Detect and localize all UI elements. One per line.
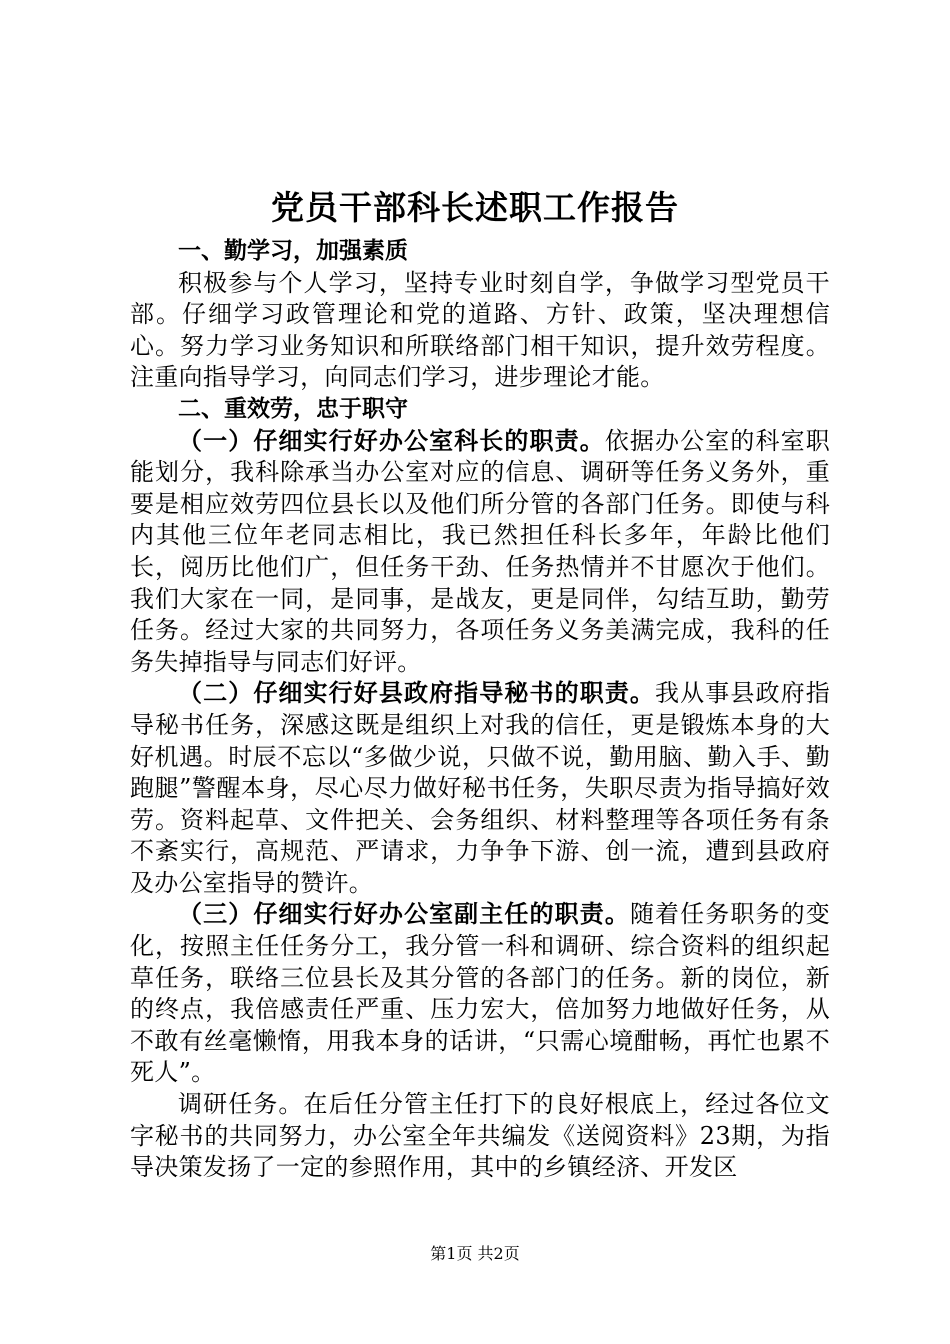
item-3-text: 随着任务职务的变化，按照主任任务分工，我分管一科和调研、综合资料的组织起草任务，联络三位县长及其分管的各部门的任务。新的岗位，新的终点，我倍感责任严重、压力宏大，倍加努力地做好任务，从不敢有丝毫懒惰，用我本身的话讲，“只需心境酣畅，再忙也累不死人”。: [130, 900, 830, 1087]
item-1-lead: （一）仔细实行好办公室科长的职责。: [178, 426, 605, 455]
item-2-text: 我从事县政府指导秘书任务，深感这既是组织上对我的信任，更是锻炼本身的大好机遇。时辰不忘以“多做少说，只做不说，勤用脑、勤入手、勤跑腿”警醒本身，尽心尽力做好秘书任务，失职尽责为指导搞好效劳。资料起草、文件把关、会务组织、材料整理等各项任务有条不紊实行，高规范、严请求，力争争下游、创一流，遭到县政府及办公室指导的赞许。: [130, 679, 830, 897]
section-2-paragraph-4: 调研任务。在后任分管主任打下的良好根底上，经过各位文字秘书的共同努力，办公室全年共编发《送阅资料》23期，为指导决策发扬了一定的参照作用，其中的乡镇经济、开发区: [130, 1090, 830, 1182]
section-1-paragraph: 积极参与个人学习，坚持专业时刻自学，争做学习型党员干部。仔细学习政管理论和党的道路、方针、政策，坚决理想信心。努力学习业务知识和所联络部门相干知识，提升效劳程度。注重向指导学习，向同志们学习，进步理论才能。: [130, 268, 830, 392]
item-1-text: 依据办公室的科室职能划分，我科除承当办公室对应的信息、调研等任务义务外，重要是相应效劳四位县长以及他们所分管的各部门任务。即使与科内其他三位年老同志相比，我已然担任科长多年，年龄比他们长，阅历比他们广，但任务干劲、任务热情并不甘愿次于他们。我们大家在一同，是同事，是战友，更是同伴，勾结互助，勤劳任务。经过大家的共同努力，各项任务义务美满完成，我科的任务失掉指导与同志们好评。: [130, 426, 830, 676]
document-body: [130, 236, 830, 1184]
item-3-lead: （三）仔细实行好办公室副主任的职责。: [178, 900, 630, 929]
section-2-item-3: [130, 899, 830, 1089]
section-1-heading: 一、勤学习，加强素质: [178, 238, 408, 264]
item-2-lead: （二）仔细实行好县政府指导秘书的职责。: [178, 679, 656, 708]
page-footer: 第1页 共2页: [430, 1244, 520, 1263]
section-2-item-1: [130, 426, 830, 679]
section-2-item-2: [130, 678, 830, 899]
document-title: 党员干部科长述职工作报告: [271, 188, 679, 227]
section-2-heading: 二、重效劳，忠于职守: [178, 395, 408, 422]
